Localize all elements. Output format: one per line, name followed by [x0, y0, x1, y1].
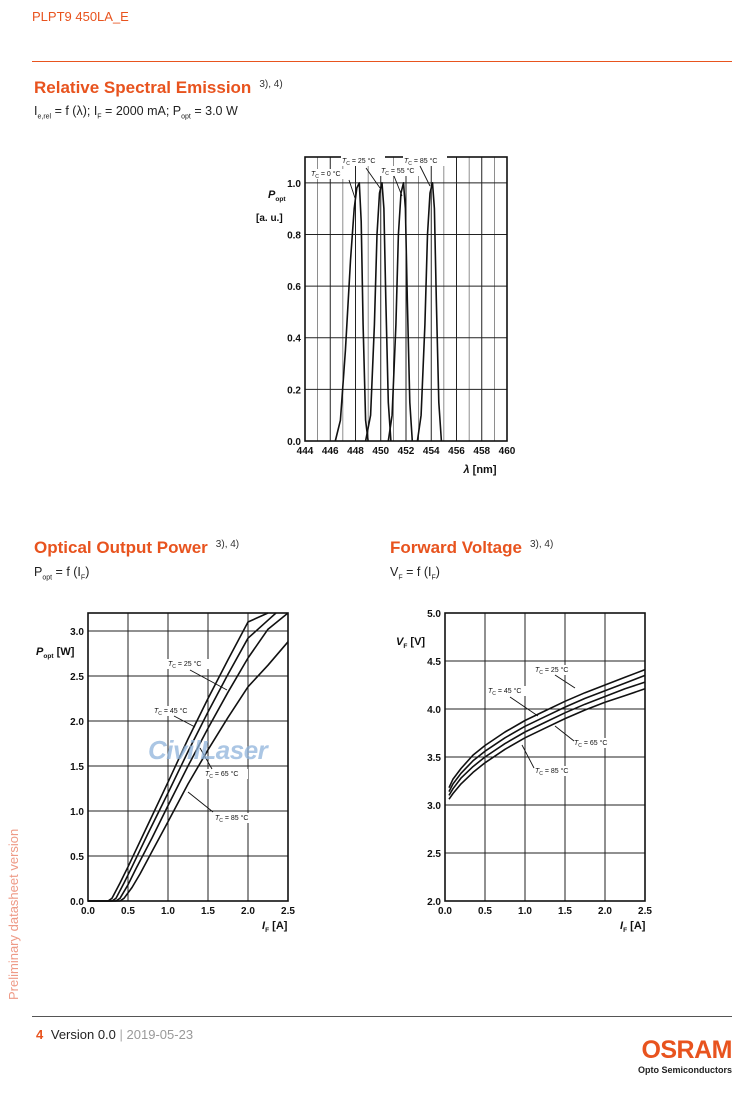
- x-tick-label: 2.0: [241, 906, 255, 917]
- formula-subscript: F: [431, 574, 436, 582]
- x-tick-label: 1.0: [518, 906, 532, 917]
- series-line: [88, 642, 288, 901]
- y-tick-label: 0.0: [70, 897, 84, 908]
- x-tick-label: 0.5: [478, 906, 492, 917]
- x-tick-label: 450: [372, 446, 390, 457]
- series-annotation: $T_C = 25$ °C: [168, 661, 202, 670]
- voltage-footnote: 3), 4): [529, 539, 554, 550]
- series-line: [388, 183, 412, 441]
- annotation-leader: [188, 792, 213, 812]
- y-tick-label: 2.5: [427, 849, 441, 860]
- y-axis-unit: [a. u.]: [256, 213, 283, 224]
- x-axis-label: $I_F$ [A]: [262, 920, 288, 934]
- osram-logo-subtitle: Opto Semiconductors: [637, 1065, 732, 1075]
- x-axis-label: $I_F$ [A]: [620, 920, 646, 934]
- footer-divider: [32, 1016, 732, 1017]
- y-tick-label: 0.2: [287, 385, 301, 397]
- y-tick-label: 1.0: [70, 807, 84, 818]
- formula-part: = f (I: [402, 565, 432, 579]
- formula-part: = f (λ); I: [51, 104, 98, 118]
- series-annotation: $T_C = 65$ °C: [574, 740, 608, 749]
- formula-subscript: e,rel: [37, 113, 52, 121]
- x-tick-label: 452: [397, 446, 415, 457]
- y-tick-label: 4.0: [427, 705, 441, 716]
- spectral-footnote: 3), 4): [259, 79, 283, 90]
- y-tick-label: 3.0: [70, 627, 84, 638]
- x-tick-label: 0.0: [438, 906, 452, 917]
- y-tick-label: 2.5: [70, 672, 84, 683]
- series-annotation: $T_C = 85$ °C: [535, 768, 569, 777]
- page-number: 4: [36, 1027, 44, 1042]
- y-axis-label: $P_{opt}$ [W]: [36, 646, 75, 660]
- x-tick-label: 1.5: [201, 906, 215, 917]
- series-annotation: $T_C = 85$ °C: [404, 158, 438, 167]
- y-tick-label: 1.0: [287, 178, 301, 190]
- voltage-section-title: [390, 538, 553, 558]
- optical-title-text: Optical Output Power: [34, 538, 208, 557]
- series-annotation: $T_C = 45$ °C: [154, 708, 188, 717]
- y-tick-label: 0.0: [287, 437, 301, 448]
- y-tick-label: 2.0: [427, 897, 441, 908]
- series-annotation: $T_C = 45$ °C: [488, 688, 522, 697]
- optical-section-title: [34, 538, 239, 558]
- formula-part: = f (I: [52, 565, 81, 579]
- preliminary-sidebar-label: Preliminary datasheet version: [6, 828, 21, 1000]
- y-tick-label: 4.5: [427, 657, 441, 668]
- series-annotation: $T_C = 65$ °C: [205, 771, 239, 780]
- footer-date: 2019-05-23: [126, 1027, 194, 1042]
- voltage-formula: [390, 565, 440, 582]
- formula-part: = 3.0 W: [190, 104, 238, 118]
- formula-part: ): [435, 565, 440, 579]
- series-line: [366, 183, 391, 441]
- spectral-title-text: Relative Spectral Emission: [34, 78, 252, 97]
- document-code: PLPT9 450LA_E: [32, 9, 129, 24]
- x-tick-label: 2.5: [638, 906, 652, 917]
- y-tick-label: 3.0: [427, 801, 441, 812]
- x-tick-label: 1.5: [558, 906, 572, 917]
- x-tick-label: 0.0: [81, 906, 95, 917]
- annotation-leader: [394, 176, 402, 196]
- x-tick-label: 458: [473, 446, 491, 457]
- formula-subscript: opt: [42, 574, 53, 582]
- y-tick-label: 1.5: [70, 762, 84, 773]
- x-tick-label: 460: [498, 446, 516, 457]
- y-tick-label: 0.6: [287, 282, 301, 294]
- series-annotation: $T_C = 25$ °C: [342, 158, 376, 167]
- x-tick-label: 444: [296, 446, 314, 457]
- formula-subscript: F: [97, 113, 102, 121]
- version-label: Version 0.0: [50, 1027, 116, 1042]
- x-tick-label: 2.5: [281, 906, 295, 917]
- y-tick-label: 2.0: [70, 717, 84, 728]
- formula-part: V: [390, 565, 399, 579]
- series-annotation: $T_C = 85$ °C: [215, 815, 249, 824]
- series-annotation: $T_C = 25$ °C: [535, 667, 569, 676]
- y-tick-label: 0.8: [287, 230, 301, 242]
- x-tick-label: 448: [347, 446, 364, 457]
- civillaser-watermark: CivilLaser: [148, 735, 268, 765]
- formula-subscript: F: [398, 574, 403, 582]
- x-tick-label: 0.5: [121, 906, 135, 917]
- optical-footnote: 3), 4): [215, 539, 240, 550]
- series-line: [335, 183, 368, 441]
- x-tick-label: 2.0: [598, 906, 612, 917]
- formula-subscript: F: [80, 574, 86, 582]
- y-tick-label: 0.5: [70, 852, 84, 863]
- footer-separator: |: [119, 1027, 123, 1042]
- y-tick-label: 0.4: [287, 333, 301, 345]
- x-tick-label: 446: [321, 446, 339, 457]
- y-tick-label: 3.5: [427, 753, 441, 764]
- formula-part: P: [34, 565, 43, 579]
- osram-logo: OSRAM: [641, 1036, 732, 1064]
- series-annotation: $T_C = 0$ °C: [311, 171, 341, 180]
- formula-part: = 2000 mA; P: [101, 104, 182, 118]
- optical-formula: [34, 565, 89, 582]
- x-tick-label: 454: [422, 446, 440, 457]
- series-annotation: $T_C = 55$ °C: [381, 168, 415, 177]
- annotation-leader: [510, 697, 538, 716]
- series-line: [417, 183, 441, 441]
- formula-subscript: opt: [181, 113, 191, 121]
- x-tick-label: 456: [448, 446, 465, 457]
- x-tick-label: 1.0: [161, 906, 175, 917]
- y-axis-label: $P_{opt}$: [268, 189, 286, 203]
- voltage-title-text: Forward Voltage: [390, 538, 522, 557]
- formula-part: ): [85, 565, 90, 579]
- y-axis-label: $V_F$ [V]: [396, 636, 426, 650]
- x-axis-label: λ [nm]: [463, 464, 497, 476]
- y-tick-label: 5.0: [427, 609, 441, 620]
- formula-part: I: [34, 104, 38, 118]
- footer: [36, 1027, 193, 1042]
